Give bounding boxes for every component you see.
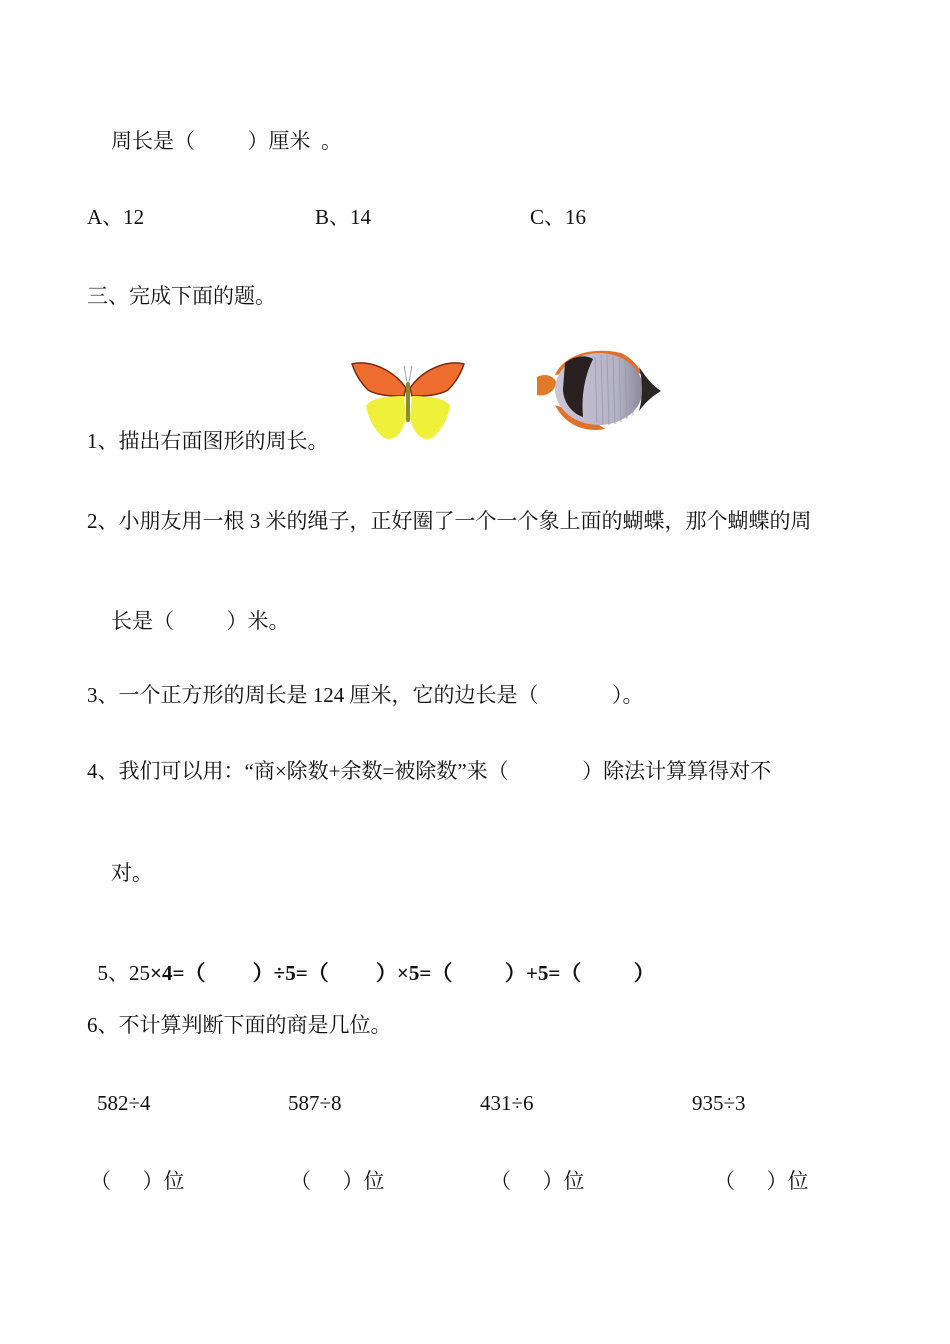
question-2-line-1: 2、小朋友用一根 3 米的绳子，正好圈了一个一个象上面的蝴蝶，那个蝴蝶的周	[87, 509, 812, 533]
butterfly-fish-image	[535, 345, 665, 435]
question-5-expression: ×4=（ ）÷5=（ ）×5=（ ）+5=（ ）	[150, 961, 655, 985]
q6-answer-2: （ ）位	[290, 1169, 385, 1193]
question-4-line-2: 对。	[111, 861, 153, 885]
question-6-title: 6、不计算判断下面的商是几位。	[87, 1013, 392, 1037]
q6-expr-1: 582÷4	[97, 1091, 151, 1115]
q6-answer-4: （ ）位	[714, 1169, 809, 1193]
q6-answer-1: （ ）位	[90, 1169, 185, 1193]
q6-answer-3: （ ）位	[490, 1169, 585, 1193]
option-b: B、14	[315, 205, 372, 229]
question-1: 1、描出右面图形的周长。	[87, 429, 329, 453]
q6-expr-4: 935÷3	[692, 1091, 746, 1115]
prev-question-tail: 周长是（ ）厘米 。	[111, 129, 342, 153]
q6-expr-3: 431÷6	[480, 1091, 534, 1115]
question-5	[87, 934, 655, 986]
option-c: C、16	[530, 205, 587, 229]
question-4-line-1: 4、我们可以用：“商×除数+余数=被除数”来（ ）除法计算算得对不	[87, 759, 772, 783]
section-title: 三、完成下面的题。	[87, 284, 276, 308]
option-a: A、12	[87, 205, 145, 229]
question-3: 3、一个正方形的周长是 124 厘米，它的边长是（ ）。	[87, 683, 644, 707]
q6-expr-2: 587÷8	[288, 1091, 342, 1115]
butterfly-image	[348, 358, 468, 444]
question-5-prefix: 5、25	[97, 961, 150, 985]
question-2-line-2: 长是（ ）米。	[111, 609, 290, 633]
